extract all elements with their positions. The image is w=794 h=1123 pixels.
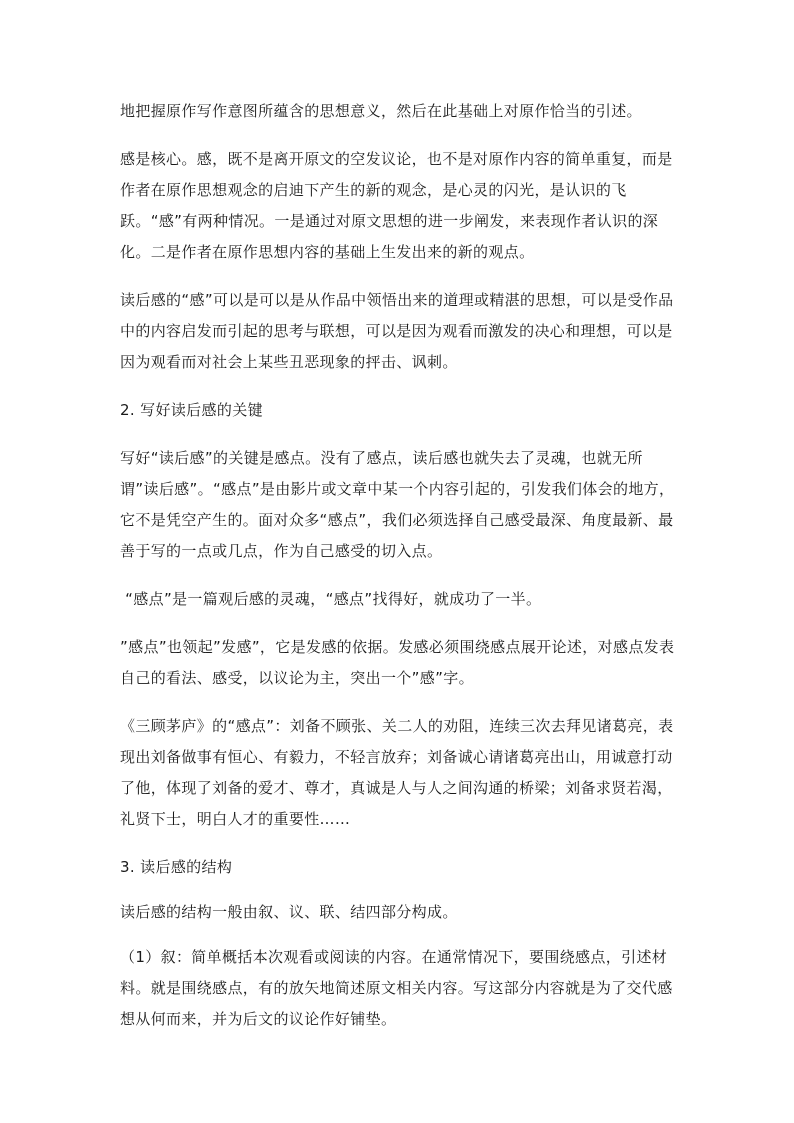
paragraph-key-point: 写好“读后感”的关键是感点。没有了感点，读后感也就失去了灵魂，也就无所谓”读后感”。“感点”是由影片或文章中某一个内容引起的，引发我们体会的地方，它不是凭空产生的。面对众多“感点”，我们必须选择自己感受最深、角度最新、最善于写的一点或几点，作为自己感受的切入点。 — [120, 449, 675, 560]
paragraph-key-basis: ”感点”也领起”发感”，它是发感的依据。发感必须围绕感点展开论述，对感点发表自己的看法、感受，以议论为主，突出一个”感”字。 — [120, 638, 675, 687]
paragraph-feeling-types: 读后感的“感”可以是可以是从作品中领悟出来的道理或精湛的思想，可以是受作品中的内容启发而引起的思考与联想，可以是因为观看而激发的决心和理想，可以是因为观看而对社会上某些丑恶现象的抨击、讽刺。 — [120, 291, 674, 371]
document-page — [120, 96, 676, 1052]
section-heading-structure: 3. 读后感的结构 — [120, 858, 233, 876]
paragraph-example: 《三顾茅庐》的“感点”：刘备不顾张、关二人的劝阻，连续三次去拜见诸葛亮，表现出刘备做事有恒心、有毅力，不轻言放弃；刘备诚心请诸葛亮出山，用诚意打动了他，体现了刘备的爱才、尊才，真诚是人与人之间沟通的桥梁；刘备求贤若渴，礼贤下士，明白人才的重要性…… — [120, 717, 674, 828]
paragraph-feeling-core: 感是核心。感，既不是离开原文的空发议论，也不是对原作内容的简单重复，而是作者在原作思想观念的启迪下产生的新的观念，是心灵的闪光，是认识的飞跃。“感”有两种情况。一是通过对原文思想的进一步阐发，来表现作者认识的深化。二是作者在原作思想内容的基础上生发出来的新的观点。 — [120, 150, 673, 261]
paragraph-key-soul: “感点”是一篇观后感的灵魂，“感点”找得好，就成功了一半。 — [120, 590, 542, 608]
paragraph-structure-narrate: （1）叙：简单概括本次观看或阅读的内容。在通常情况下，要围绕感点，引述材料。就是围绕感点，有的放矢地简述原文相关内容。写这部分内容就是为了交代感想从何而来，并为后文的议论作好铺垫。 — [120, 948, 673, 1028]
section-heading-key: 2. 写好读后感的关键 — [120, 401, 263, 419]
paragraph-structure: 读后感的结构一般由叙、议、联、结四部分构成。 — [120, 903, 458, 921]
paragraph-intro-continuation: 地把握原作写作意图所蕴含的思想意义，然后在此基础上对原作恰当的引述。 — [120, 102, 642, 120]
